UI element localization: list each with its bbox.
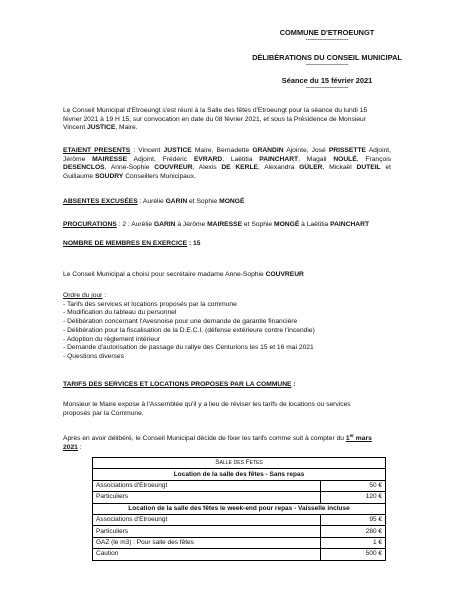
member-name: Anne-Sophie COUVREUR, [110,164,199,172]
tarifs-table [92,457,386,561]
membres-line [63,240,391,249]
row-label: Associations d'Etroeungt [93,514,321,525]
header-divider: ------------------------- [305,85,349,91]
header-divider: ------------------------- [305,37,349,43]
row-label: Caution [93,549,321,560]
tarifs-decision: Après en avoir délibéré, le Conseil Municipal décide de fixer les tarifs comme suit à compter du 1er mars 2021 : [63,433,372,451]
agenda-item: - Délibération concernant l'Avesnoise pour une demande de garantie financière [63,318,298,326]
member-name: Guillaume SOUDRY [63,173,124,181]
intro-paragraph [63,107,391,133]
member-name: Jérôme MAIRESSE Adjoint, [63,155,163,163]
commune-name: COMMUNE D'ETROEUNGT [279,28,375,37]
agenda-item: - Adoption du règlement intérieur [63,335,161,343]
membres-value: : 15 [187,240,201,247]
table-title-row [93,458,386,469]
ordre-heading: Ordre du jour : [63,292,107,299]
table-section-row [93,469,386,480]
member-name: Laëtitia PAINCHART, [230,155,307,163]
member-name: Frédéric EVRARD, [162,155,231,163]
agenda-item: - Demande d'autorisation de passage du rallye des Centurions les 15 et 16 mai 2021 [63,344,314,352]
row-amount: 1 € [321,537,386,548]
table-row [93,537,386,548]
table-section-title: Location de la salle des fêtes le week-end pour repas - Vaisselle incluse [93,503,386,514]
table-row [93,549,386,560]
row-label: GAZ (le m3) : Pour salle des fêtes [93,537,321,548]
presents-paragraph: ETAIENT PRESENTS : Vincent JUSTICE Maire, Bernadette GRANDIN Ajointe, José PRISSETTE Adjoint, Jérôme MAIRESSE Adjoint, Frédéric EVRARD, Laëtitia PAINCHART, Magali NOULÉ, François DESENCLOS, Anne-Sophie COUVREUR, Alexis DE KERLE, Alexandra GÜLER, Mickaël DUTEIL et Guillaume SOUDRY Conseillers Municipaux. [63,147,392,181]
table-row [93,514,386,525]
presents-label: ETAIENT PRESENTS [63,147,131,154]
table-row [93,480,386,491]
membres-label: NOMBRE DE MEMBRES EN EXERCICE [63,240,188,247]
procurations-line: PROCURATIONS : 2 : Aurélie GARIN à Jérôme MAIRESSE et Sophie MONGÉ à Laëtitia PAINCHART [63,221,370,228]
procurations-label: PROCURATIONS [63,221,117,228]
row-amount: 95 € [321,514,386,525]
intro-line: Le Conseil Municipal d'Etroeungt s'est réuni à la Salle des fêtes d'Etroeungt pour la séance du lundi 15 [63,107,368,114]
agenda-item: - Questions diverses [63,352,124,360]
member-name: Bernadette GRANDIN Ajointe, [216,147,312,154]
absents-label: ABSENTES EXCUSÉES [63,198,138,205]
presents-suffix: Conseillers Municipaux. [125,173,196,181]
member-name: Mickaël DUTEIL et [329,164,391,172]
agenda-item: - Tarifs des services et locations proposés par la commune [63,300,237,308]
document-title: DÉLIBÉRATIONS DU CONSEIL MUNICIPAL [252,53,402,62]
ordre-du-jour [63,292,391,362]
member-name: Vincent JUSTICE Maire, [138,147,217,154]
table-section-title: Location de la salle des fêtes - Sans repas [93,469,386,480]
agenda-item: - Délibération pour la fiscalisation de la D.E.C.I. (défense extérieure contre l'incendie) [63,326,315,334]
member-name: Alexandra GÜLER, [264,164,330,172]
intro-line: février 2021 à 19 H 15, sur convocation en date du 08 février 2021, et sous la Présidence de Monsieur [63,115,366,123]
row-amount: 120 € [321,492,386,503]
member-name: José PRISSETTE Adjoint, [311,147,392,154]
member-name: François DESENCLOS, [63,155,392,172]
table-row [93,526,386,537]
row-label: Associations d'Etroeungt [93,480,321,491]
table-section-row [93,503,386,514]
member-name: Magali NOULÉ, [306,155,366,163]
row-amount: 500 € [321,549,386,560]
seance-date: Séance du 15 février 2021 [281,76,373,85]
agenda-item: - Modification du tableau du personnel [63,309,177,317]
table-row [93,492,386,503]
row-amount: 50 € [321,480,386,491]
row-label: Particuliers [93,526,321,537]
absents-line: ABSENTES EXCUSÉES : Aurélie GARIN et Sophie MONGÉ [63,198,245,205]
row-label: Particuliers [93,492,321,503]
member-name: Alexis DE KERLE, [198,164,265,172]
table-title: Salle des Fetes [93,458,386,469]
row-amount: 280 € [321,526,386,537]
intro-line: Vincent JUSTICE, Maire. [63,124,138,132]
header-divider: ------------------------- [305,62,349,68]
tarifs-heading: TARIFS DES SERVICES ET LOCATIONS PROPOSES PAR LA COMMUNE : [63,381,296,388]
secretaire-line: Le Conseil Municipal a choisi pour secrétaire madame Anne-Sophie COUVREUR [63,271,304,278]
tarifs-paragraph: Monsieur le Maire expose à l'Assemblée qu'il y a lieu de réviser les tarifs de locations ou services proposés par la Commune. [63,401,351,417]
